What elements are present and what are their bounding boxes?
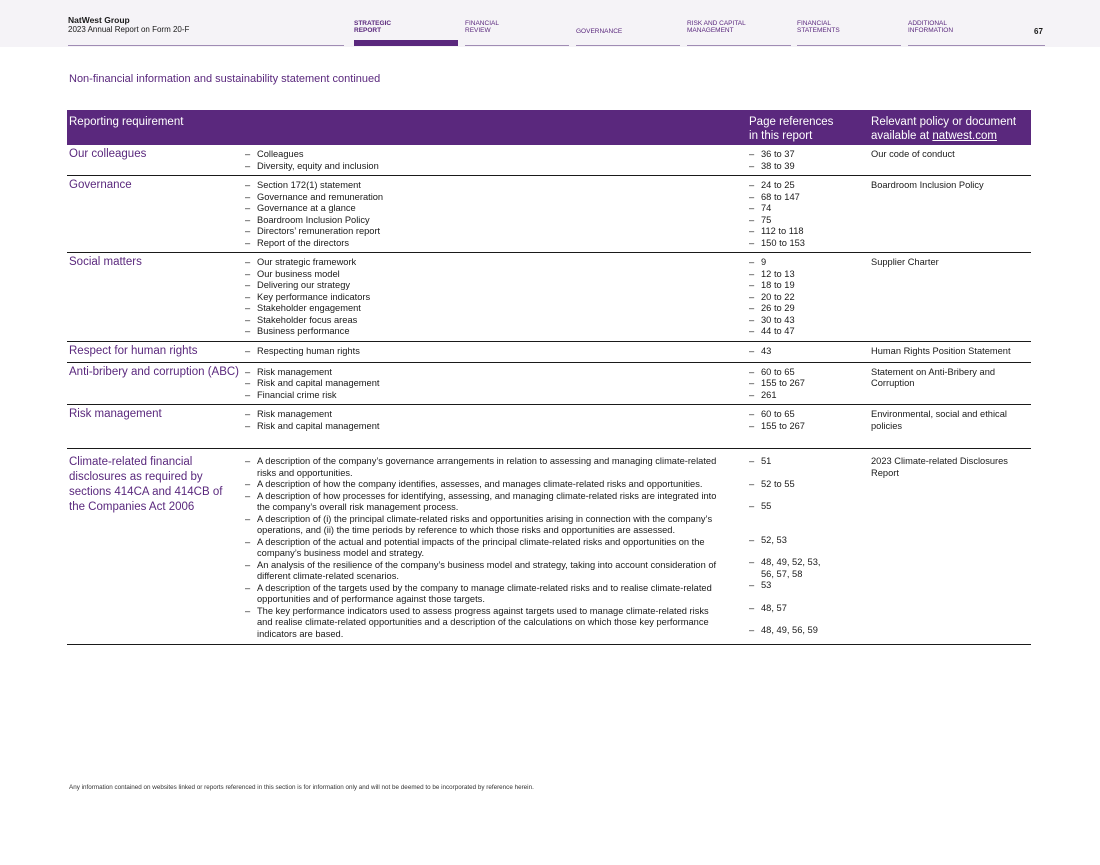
list-item: – Directors’ remuneration report [245, 226, 745, 238]
list-item: – Financial crime risk [245, 390, 745, 402]
page-references [747, 176, 869, 253]
list-item: – Our strategic framework [245, 257, 745, 269]
table-row [67, 341, 1031, 362]
nav-label: STRATEGIC [354, 20, 392, 27]
page-reference[interactable]: – 48, 49, 56, 59 [749, 625, 829, 637]
page-reference[interactable]: – 74 [749, 203, 867, 215]
nav-active-indicator [354, 40, 458, 46]
list-item: – A description of the company’s governance arrangements in relation to assessing and managing climate-related risks and opportunities. [245, 456, 725, 479]
report-brand [68, 15, 189, 35]
page-list [749, 456, 829, 637]
page-reference[interactable]: – 26 to 29 [749, 303, 867, 315]
report-sections [243, 362, 747, 405]
nav-label: STATEMENTS [797, 27, 840, 34]
policy-document: Our code of conduct [869, 145, 1031, 176]
nav-label: GOVERNANCE [576, 28, 623, 35]
policy-document: 2023 Climate-related Disclosures Report [869, 449, 1031, 645]
report-sections [243, 449, 747, 645]
page-reference[interactable]: – 48, 49, 52, 53, 56, 57, 58 [749, 557, 829, 580]
page-reference[interactable]: – 55 [749, 501, 829, 513]
requirement-category: Respect for human rights [67, 341, 243, 362]
page-references [747, 253, 869, 342]
policy-document: Supplier Charter [869, 253, 1031, 342]
list-item: – Key performance indicators [245, 292, 745, 304]
list-item: – Diversity, equity and inclusion [245, 161, 745, 173]
page-reference[interactable]: – 112 to 118 [749, 226, 867, 238]
header-line: Relevant policy or document [871, 116, 1017, 128]
list-item: – Delivering our strategy [245, 280, 745, 292]
page-reference[interactable]: – 18 to 19 [749, 280, 867, 292]
nav-divider [687, 45, 791, 46]
page-list [749, 367, 867, 402]
page-reference[interactable]: – 36 to 37 [749, 149, 867, 161]
policy-document: Statement on Anti-Bribery and Corruption [869, 362, 1031, 405]
page-list [749, 346, 867, 358]
requirement-category: Social matters [67, 253, 243, 342]
policy-document: Human Rights Position Statement [869, 341, 1031, 362]
page-reference[interactable]: – 52, 53 [749, 535, 829, 547]
page-references [747, 405, 869, 449]
header-text: available at [871, 130, 933, 142]
list-item: – A description of how processes for identifying, assessing, and managing climate-related risks are integrated into the company’s overall risk management process. [245, 491, 725, 514]
header-line: Page references [749, 116, 834, 128]
nav-label: MANAGEMENT [687, 27, 734, 34]
section-list [245, 149, 745, 172]
list-item: – Governance at a glance [245, 203, 745, 215]
requirement-category: Climate-related financial disclosures as required by sections 414CA and 414CB of the Companies Act 2006 [67, 449, 243, 645]
page-reference[interactable]: – 51 [749, 456, 829, 468]
list-item: – An analysis of the resilience of the company’s business model and strategy, taking into account consideration of different climate-related scenarios. [245, 560, 725, 583]
list-item: – Business performance [245, 326, 745, 338]
reporting-requirements-table [67, 110, 1031, 645]
list-item: – The key performance indicators used to assess progress against targets used to manage climate-related risks and realise climate-related opportunities and a description of the calculations on which those key performance indicators are based. [245, 606, 725, 641]
page-reference[interactable]: – 38 to 39 [749, 161, 867, 173]
nav-divider [908, 45, 1045, 46]
nav-label: FINANCIAL [465, 20, 499, 27]
list-item: – A description of the targets used by the company to manage climate-related risks and to realise climate-related opportunities and of performance against those targets. [245, 583, 725, 606]
page-reference[interactable]: – 261 [749, 390, 867, 402]
table-row [67, 405, 1031, 449]
page-references [747, 449, 869, 645]
list-item: – Report of the directors [245, 238, 745, 250]
requirement-category: Risk management [67, 405, 243, 449]
page-references [747, 362, 869, 405]
report-sections [243, 176, 747, 253]
list-item: – Respecting human rights [245, 346, 745, 358]
nav-label: INFORMATION [908, 27, 954, 34]
table-row [67, 449, 1031, 645]
requirement-category: Governance [67, 176, 243, 253]
list-item: – A description of the actual and potential impacts of the principal climate-related risks and opportunities on the company’s business model and strategy. [245, 537, 725, 560]
table-body [67, 145, 1031, 645]
list-item: – Colleagues [245, 149, 745, 161]
table-row [67, 145, 1031, 176]
nav-label: FINANCIAL [797, 20, 831, 27]
section-list [245, 257, 745, 338]
page-number: 67 [1034, 27, 1043, 36]
section-list [245, 456, 725, 640]
page-reference[interactable]: – 60 to 65 [749, 409, 867, 421]
table-header-row [67, 110, 1031, 145]
nav-risk-and-capital-management[interactable] [687, 20, 746, 34]
list-item: – Risk management [245, 409, 745, 421]
requirement-category: Anti-bribery and corruption (ABC) [67, 362, 243, 405]
page-list [749, 149, 867, 172]
policy-document: Environmental, social and ethical policies [869, 405, 1031, 449]
list-item: – Governance and remuneration [245, 192, 745, 204]
page-reference[interactable]: – 44 to 47 [749, 326, 867, 338]
nav-additional-information[interactable] [908, 20, 953, 34]
report-sections [243, 405, 747, 449]
page-reference[interactable]: – 43 [749, 346, 867, 358]
nav-governance[interactable] [576, 28, 622, 35]
list-item: – Risk and capital management [245, 378, 745, 390]
page-references [747, 145, 869, 176]
page-reference[interactable]: – 155 to 267 [749, 421, 867, 433]
footnote: Any information contained on websites linked or reports referenced in this section is for information only and will not be deemed to be incorporated by reference herein. [69, 784, 534, 791]
nav-label: ADDITIONAL [908, 20, 948, 27]
nav-financial-statements[interactable] [797, 20, 840, 34]
company-name: NatWest Group [68, 15, 130, 25]
nav-divider [68, 45, 344, 46]
list-item: – A description of (i) the principal climate-related risks and opportunities arising in connection with the company’s operations, and (ii) the time periods by reference to which those risks and opportunities are assessed. [245, 514, 725, 537]
list-item: – Stakeholder focus areas [245, 315, 745, 327]
column-header-policy [869, 110, 1031, 145]
page-reference[interactable]: – 60 to 65 [749, 367, 867, 379]
list-item: – Stakeholder engagement [245, 303, 745, 315]
section-list [245, 409, 745, 432]
table-row [67, 362, 1031, 405]
page-reference[interactable]: – 53 [749, 580, 829, 592]
nav-divider [576, 45, 680, 46]
list-item: – Our business model [245, 269, 745, 281]
nav-divider [465, 45, 569, 46]
nav-divider [797, 45, 901, 46]
list-item: – Boardroom Inclusion Policy [245, 215, 745, 227]
page-reference[interactable]: – 48, 57 [749, 603, 829, 615]
natwest-link[interactable]: natwest.com [932, 130, 997, 142]
nav-label: RISK AND CAPITAL [687, 20, 746, 27]
section-list [245, 367, 745, 402]
list-item: – Risk management [245, 367, 745, 379]
page-reference[interactable]: – 9 [749, 257, 867, 269]
header-line: in this report [749, 130, 813, 142]
nav-label: REPORT [354, 27, 382, 34]
page-list [749, 409, 867, 432]
page-reference[interactable]: – 24 to 25 [749, 180, 867, 192]
section-list [245, 180, 745, 249]
page-reference[interactable]: – 68 to 147 [749, 192, 867, 204]
list-item: – Section 172(1) statement [245, 180, 745, 192]
nav-label: REVIEW [465, 27, 491, 34]
column-header-requirement: Reporting requirement [67, 110, 747, 145]
page-list [749, 180, 867, 249]
nav-strategic-report[interactable] [354, 20, 391, 34]
header-line [871, 129, 1029, 143]
page-list [749, 257, 867, 338]
table-row [67, 253, 1031, 342]
policy-document: Boardroom Inclusion Policy [869, 176, 1031, 253]
report-sections [243, 253, 747, 342]
page-reference[interactable]: – 155 to 267 [749, 378, 867, 390]
report-sections [243, 145, 747, 176]
report-title: 2023 Annual Report on Form 20-F [68, 25, 190, 34]
page-reference[interactable]: – 75 [749, 215, 867, 227]
requirement-category: Our colleagues [67, 145, 243, 176]
page-reference[interactable]: – 52 to 55 [749, 479, 829, 491]
section-subtitle: Non-financial information and sustainability statement continued [69, 73, 381, 85]
table-row [67, 176, 1031, 253]
section-list [245, 346, 745, 358]
list-item: – A description of how the company identifies, assesses, and manages climate-related risks and opportunities. [245, 479, 725, 491]
list-item: – Risk and capital management [245, 421, 745, 433]
page-references [747, 341, 869, 362]
page-reference[interactable]: – 150 to 153 [749, 238, 867, 250]
page-reference[interactable]: – 30 to 43 [749, 315, 867, 327]
page-reference[interactable]: – 12 to 13 [749, 269, 867, 281]
report-sections [243, 341, 747, 362]
page-reference[interactable]: – 20 to 22 [749, 292, 867, 304]
column-header-pages [747, 110, 869, 145]
nav-financial-review[interactable] [465, 20, 499, 34]
